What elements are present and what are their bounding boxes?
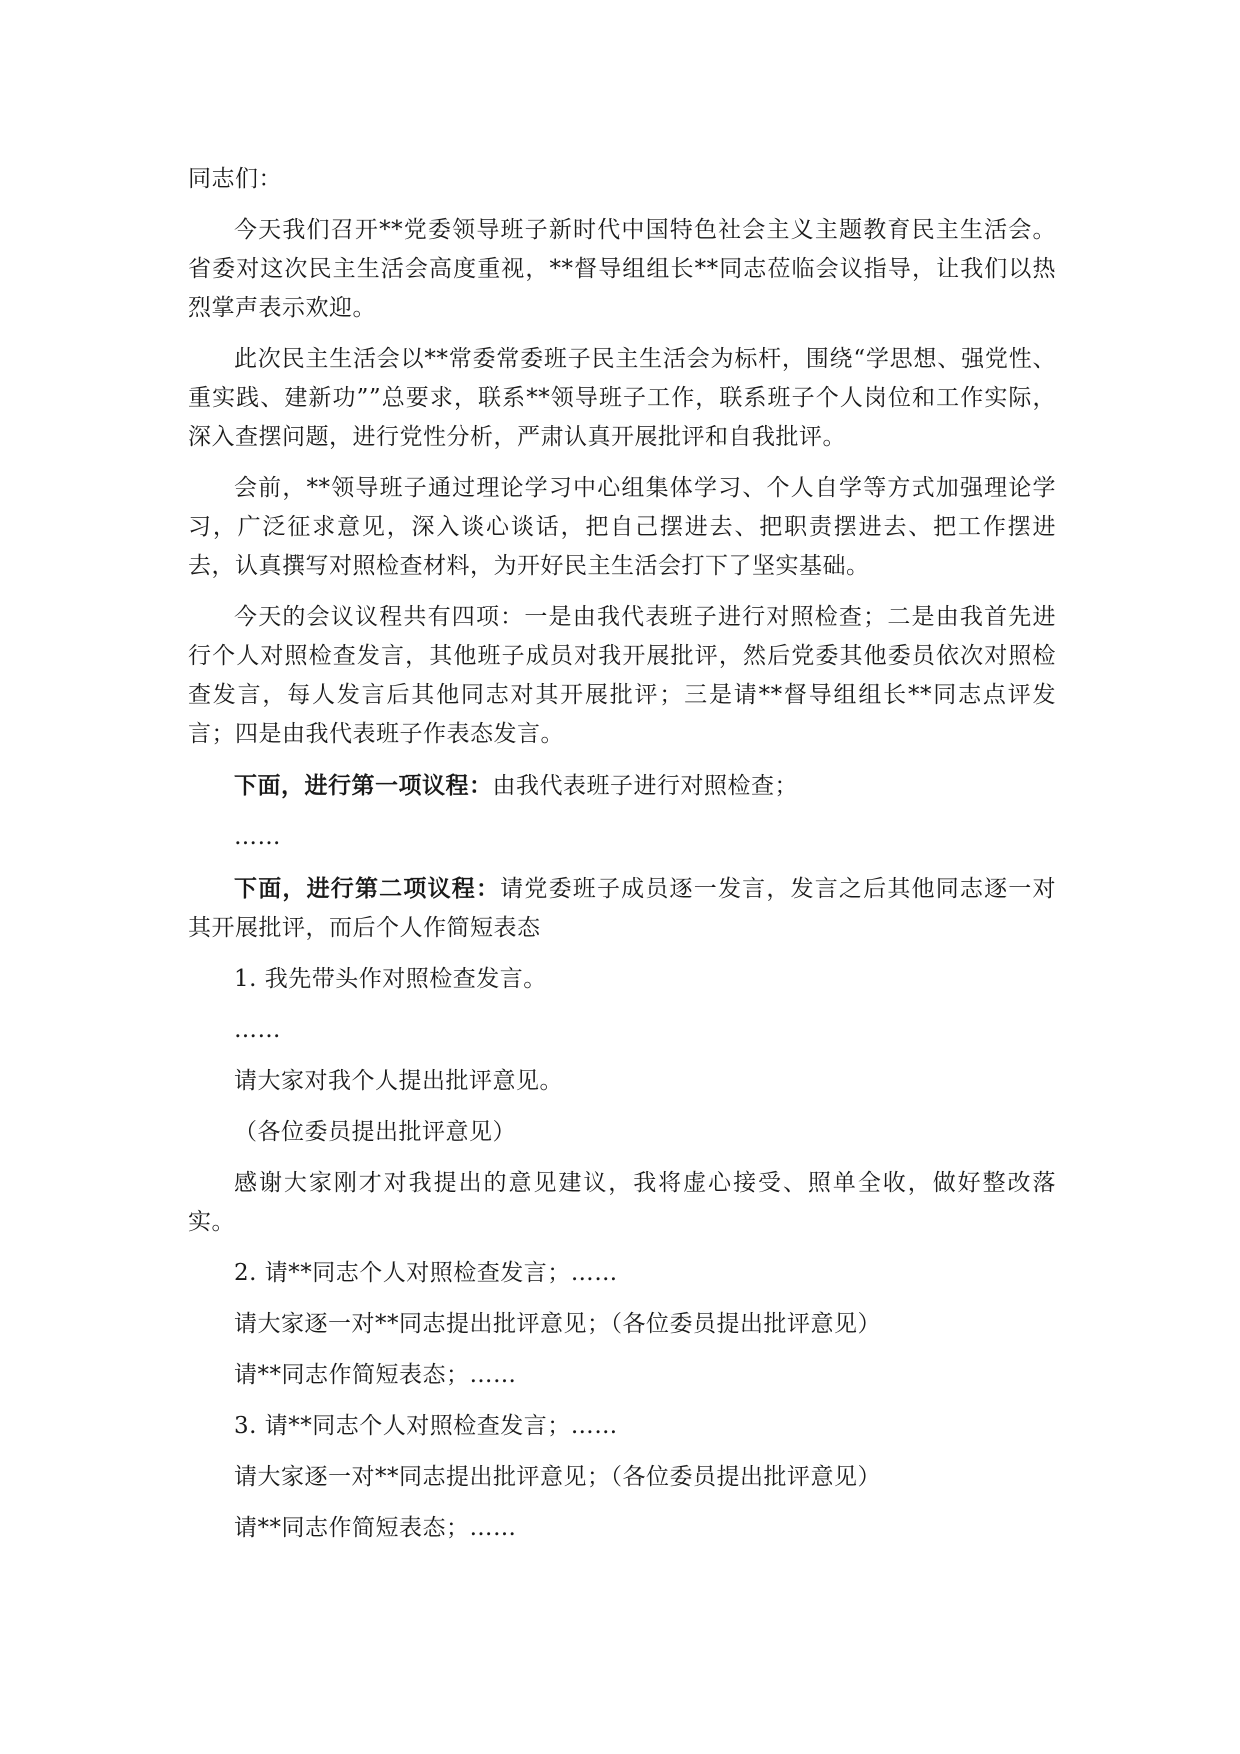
ellipsis: …… (234, 824, 281, 850)
agenda-item-1 (188, 766, 1056, 806)
agenda-item-2-text: 请党委班子成员逐一发言，发言之后其他同志逐一对其开展批评，而后个人作简短表态 (188, 876, 1057, 941)
salutation: 同志们： (188, 166, 282, 192)
speaker-item-2: 2. 请**同志个人对照检查发言；…… (234, 1260, 618, 1286)
agenda-item-2-heading: 下面，进行第二项议程： (234, 875, 501, 902)
thanks-paragraph: 感谢大家刚才对我提出的意见建议，我将虚心接受、照单全收，做好整改落实。 (188, 1170, 1056, 1235)
stage-note: （各位委员提出批评意见） (234, 1119, 516, 1145)
agenda-overview-paragraph: 今天的会议议程共有四项：一是由我代表班子进行对照检查；二是由我首先进行个人对照检查发言，其他班子成员对我开展批评，然后党委其他委员依次对照检查发言，每人发言后其他同志对其开展批评；三是请**督导组组长**同志点评发言；四是由我代表班子作表态发言。 (188, 604, 1056, 747)
speaker-item-2-statement: 请**同志作简短表态；…… (234, 1362, 517, 1388)
agenda-item-2 (188, 869, 1056, 948)
agenda-item-1-heading: 下面，进行第一项议程： (234, 772, 493, 799)
speaker-item-3-statement: 请**同志作简短表态；…… (234, 1515, 517, 1541)
preparation-paragraph: 会前，**领导班子通过理论学习中心组集体学习、个人自学等方式加强理论学习，广泛征求意见，深入谈心谈话，把自己摆进去、把职责摆进去、把工作摆进去，认真撰写对照检查材料，为开好民主生活会打下了坚实基础。 (188, 475, 1056, 579)
agenda-item-1-text: 由我代表班子进行对照检查； (492, 773, 798, 799)
document-page (188, 160, 1056, 1560)
purpose-paragraph: 此次民主生活会以**常委常委班子民主生活会为标杆，围绕“学思想、强党性、重实践、建新功””总要求，联系**领导班子工作，联系班子个人岗位和工作实际，深入查摆问题，进行党性分析，严肃认真开展批评和自我批评。 (188, 346, 1056, 450)
ellipsis: …… (234, 1017, 281, 1043)
opening-paragraph: 今天我们召开**党委领导班子新时代中国特色社会主义主题教育民主生活会。省委对这次民主生活会高度重视，**督导组组长**同志莅临会议指导，让我们以热烈掌声表示欢迎。 (188, 217, 1057, 321)
speaker-item-1: 1. 我先带头作对照检查发言。 (234, 966, 547, 992)
speaker-item-2-request: 请大家逐一对**同志提出批评意见；（各位委员提出批评意见） (234, 1311, 881, 1337)
speaker-item-3: 3. 请**同志个人对照检查发言；…… (234, 1413, 618, 1439)
criticism-request: 请大家对我个人提出批评意见。 (234, 1068, 563, 1094)
speaker-item-3-request: 请大家逐一对**同志提出批评意见；（各位委员提出批评意见） (234, 1464, 881, 1490)
